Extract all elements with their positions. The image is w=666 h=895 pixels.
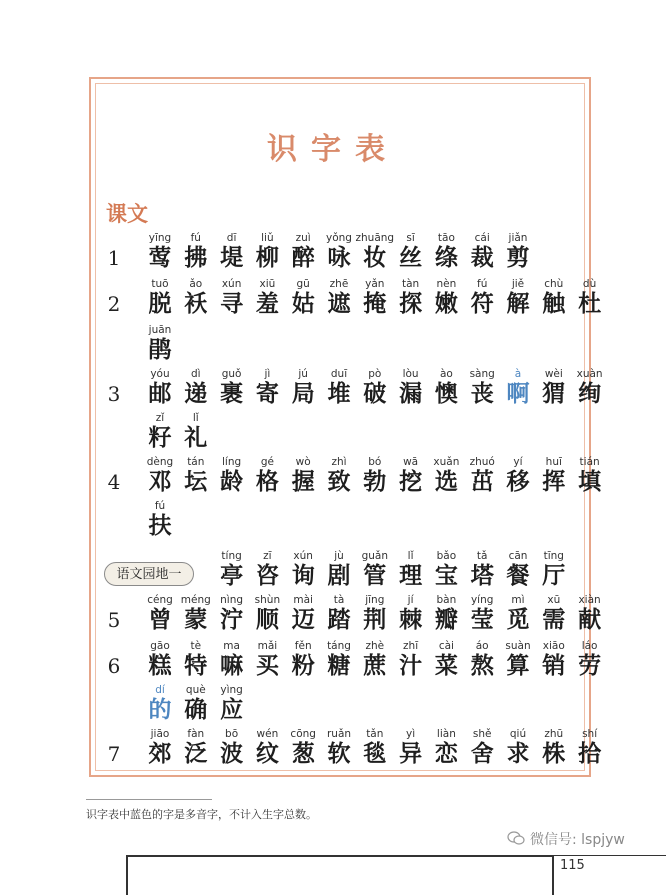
hanzi: 特: [184, 652, 208, 679]
hanzi: 杜: [578, 290, 602, 317]
pinyin: dì: [191, 368, 201, 380]
hanzi: 格: [255, 468, 279, 495]
row-number: 7: [107, 742, 121, 766]
pinyin: jí: [407, 594, 414, 606]
hanzi: 符: [470, 290, 494, 317]
hanzi: 销: [542, 652, 566, 679]
pinyin: wén: [256, 728, 279, 740]
pinyin: wā: [403, 456, 419, 468]
pinyin: gé: [260, 456, 274, 468]
pinyin: ǎo: [189, 278, 203, 290]
hanzi: 脱: [148, 290, 172, 317]
pinyin: sàng: [469, 368, 495, 380]
pinyin: jù: [334, 550, 344, 562]
pinyin: zhè: [365, 640, 385, 652]
hanzi: 懊: [434, 380, 458, 407]
hanzi: 剪: [506, 244, 530, 271]
pinyin: dù: [582, 278, 597, 290]
pinyin: dèng: [146, 456, 174, 468]
page-title: 识字表: [267, 132, 399, 167]
hanzi: 异: [399, 740, 423, 767]
pinyin: tà: [333, 594, 345, 606]
hanzi: 柳: [255, 244, 279, 271]
pinyin: zhuó: [469, 456, 495, 468]
pinyin: wò: [295, 456, 311, 468]
char-cell: [571, 456, 609, 495]
hanzi: 籽: [148, 424, 172, 451]
hanzi: 蒙: [184, 606, 208, 633]
footnote: 识字表中蓝色的字是多音字，不计入生字总数。: [86, 808, 317, 821]
hanzi: 蔗: [363, 652, 387, 679]
pinyin: wèi: [544, 368, 563, 380]
hanzi: 丝: [399, 244, 423, 271]
hanzi: 啊: [506, 380, 530, 407]
char-cell: [177, 412, 215, 451]
pinyin: méng: [180, 594, 211, 606]
footnote-rule: [86, 799, 212, 800]
hanzi: 堤: [220, 244, 244, 271]
pinyin: bō: [225, 728, 239, 740]
hanzi: 掩: [363, 290, 387, 317]
hanzi: 寻: [220, 290, 244, 317]
row-number: 4: [107, 470, 121, 494]
pinyin: duī: [330, 368, 348, 380]
pinyin: zuì: [295, 232, 311, 244]
pinyin: yì: [406, 728, 416, 740]
pinyin: xiāo: [542, 640, 565, 652]
pinyin: xū: [547, 594, 561, 606]
pinyin: qiú: [509, 728, 527, 740]
watermark-text: 微信号: lspjyw: [530, 832, 625, 848]
hanzi: 探: [399, 290, 423, 317]
pinyin: pò: [368, 368, 382, 380]
pinyin: suàn: [505, 640, 531, 652]
char-cell: [141, 324, 179, 363]
pinyin: tuō: [151, 278, 169, 290]
hanzi: 咨: [255, 562, 279, 589]
hanzi: 餐: [506, 562, 530, 589]
pinyin: lǐ: [192, 412, 199, 424]
pinyin: à: [514, 368, 522, 380]
hanzi: 劳: [578, 652, 602, 679]
hanzi: 管: [363, 562, 387, 589]
yuwen-yuandi-badge: 语文园地一: [104, 562, 194, 586]
hanzi: 解: [506, 290, 530, 317]
hanzi: 葱: [291, 740, 315, 767]
pinyin: huī: [545, 456, 562, 468]
pinyin: dí: [155, 684, 165, 696]
hanzi: 瓣: [434, 606, 458, 633]
pinyin: xuàn: [576, 368, 603, 380]
pinyin: zhū: [544, 728, 564, 740]
hanzi: 糖: [327, 652, 351, 679]
pinyin: jì: [264, 368, 271, 380]
pinyin: cài: [438, 640, 454, 652]
hanzi: 波: [220, 740, 244, 767]
hanzi: 求: [506, 740, 530, 767]
hanzi: 握: [291, 468, 315, 495]
hanzi: 邮: [148, 380, 172, 407]
pinyin: xuǎn: [433, 456, 460, 468]
hanzi: 踏: [327, 606, 351, 633]
pinyin: táng: [327, 640, 351, 652]
char-cell: [571, 640, 609, 679]
pinyin: céng: [147, 594, 173, 606]
pinyin: zī: [263, 550, 272, 562]
pinyin: yí: [513, 456, 523, 468]
hanzi: 买: [255, 652, 279, 679]
hanzi: 裁: [470, 244, 494, 271]
hanzi: 毯: [363, 740, 387, 767]
pinyin: láo: [581, 640, 598, 652]
pinyin: zǐ: [155, 412, 165, 424]
pinyin: juān: [148, 324, 172, 336]
pinyin: shí: [582, 728, 598, 740]
wechat-icon: [507, 831, 525, 845]
hanzi: 询: [291, 562, 315, 589]
pinyin: cōng: [290, 728, 316, 740]
row-number: 1: [107, 246, 121, 270]
hanzi: 曾: [148, 606, 172, 633]
pinyin: gāo: [150, 640, 170, 652]
hanzi: 软: [327, 740, 351, 767]
pinyin: shùn: [254, 594, 281, 606]
pinyin: xiàn: [578, 594, 601, 606]
char-cell: [571, 368, 609, 407]
hanzi: 拾: [578, 740, 602, 767]
hanzi: 丧: [470, 380, 494, 407]
bottom-rule: [554, 855, 666, 856]
pinyin: jú: [298, 368, 308, 380]
pinyin: mǎi: [257, 640, 278, 652]
hanzi: 粉: [291, 652, 315, 679]
hanzi: 拂: [184, 244, 208, 271]
char-cell: [141, 500, 179, 539]
pinyin: yǒng: [326, 232, 352, 244]
hanzi: 茁: [470, 468, 494, 495]
pinyin: fú: [477, 278, 488, 290]
char-cell: [499, 232, 537, 271]
pinyin: zhē: [329, 278, 349, 290]
hanzi: 的: [148, 696, 172, 723]
hanzi: 邓: [148, 468, 172, 495]
row-number: 5: [107, 608, 121, 632]
pinyin: yìng: [220, 684, 243, 696]
pinyin: tāo: [437, 232, 455, 244]
hanzi: 猬: [542, 380, 566, 407]
pinyin: tíng: [221, 550, 242, 562]
pinyin: tǎn: [366, 728, 384, 740]
char-cell: [213, 684, 251, 723]
hanzi: 泛: [184, 740, 208, 767]
pinyin: mì: [511, 594, 525, 606]
pinyin: liǔ: [261, 232, 274, 244]
hanzi: 需: [542, 606, 566, 633]
hanzi: 鹃: [148, 336, 172, 363]
hanzi: 递: [184, 380, 208, 407]
hanzi: 遮: [327, 290, 351, 317]
pinyin: mài: [293, 594, 313, 606]
hanzi: 醉: [291, 244, 315, 271]
hanzi: 挥: [542, 468, 566, 495]
hanzi: 绦: [434, 244, 458, 271]
pinyin: bǎo: [436, 550, 457, 562]
pinyin: guǒ: [221, 368, 242, 380]
pinyin: tàn: [401, 278, 420, 290]
pinyin: nèn: [436, 278, 457, 290]
row-number: 6: [107, 654, 121, 678]
hanzi: 株: [542, 740, 566, 767]
pinyin: ruǎn: [326, 728, 352, 740]
pinyin: gū: [296, 278, 310, 290]
char-cell: [535, 550, 573, 589]
pinyin: liàn: [436, 728, 456, 740]
pinyin: shě: [472, 728, 492, 740]
pinyin: zhuāng: [355, 232, 395, 244]
hanzi: 挖: [399, 468, 423, 495]
hanzi: 堆: [327, 380, 351, 407]
pinyin: xún: [221, 278, 242, 290]
hanzi: 亭: [220, 562, 244, 589]
hanzi: 献: [578, 606, 602, 633]
hanzi: 漏: [399, 380, 423, 407]
hanzi: 塔: [470, 562, 494, 589]
pinyin: dī: [226, 232, 237, 244]
hanzi: 妆: [363, 244, 387, 271]
pinyin: xún: [293, 550, 313, 562]
hanzi: 棘: [399, 606, 423, 633]
hanzi: 算: [506, 652, 530, 679]
hanzi: 姑: [291, 290, 315, 317]
pinyin: fěn: [294, 640, 312, 652]
pinyin: áo: [475, 640, 489, 652]
pinyin: què: [185, 684, 206, 696]
hanzi: 理: [399, 562, 423, 589]
hanzi: 咏: [327, 244, 351, 271]
pinyin: ma: [223, 640, 240, 652]
pinyin: jiě: [511, 278, 525, 290]
hanzi: 汁: [399, 652, 423, 679]
pinyin: tán: [187, 456, 205, 468]
pinyin: yǎn: [365, 278, 385, 290]
hanzi: 糕: [148, 652, 172, 679]
hanzi: 嘛: [220, 652, 244, 679]
pinyin: líng: [222, 456, 242, 468]
hanzi: 填: [578, 468, 602, 495]
hanzi: 厅: [542, 562, 566, 589]
hanzi: 纹: [255, 740, 279, 767]
hanzi: 坛: [184, 468, 208, 495]
section-heading: 课文: [106, 201, 148, 226]
pinyin: chù: [544, 278, 564, 290]
hanzi: 局: [291, 380, 315, 407]
hanzi: 恋: [434, 740, 458, 767]
hanzi: 袄: [184, 290, 208, 317]
hanzi: 舍: [470, 740, 494, 767]
pinyin: cái: [474, 232, 490, 244]
pinyin: lǐ: [407, 550, 414, 562]
bottom-box: [126, 855, 554, 895]
hanzi: 莺: [148, 244, 172, 271]
hanzi: 选: [434, 468, 458, 495]
hanzi: 触: [542, 290, 566, 317]
hanzi: 顺: [255, 606, 279, 633]
pinyin: tián: [579, 456, 600, 468]
char-cell: [571, 594, 609, 633]
pinyin: jiāo: [150, 728, 170, 740]
pinyin: zhì: [331, 456, 347, 468]
pinyin: ào: [439, 368, 453, 380]
hanzi: 觅: [506, 606, 530, 633]
pinyin: jīng: [365, 594, 385, 606]
hanzi: 致: [327, 468, 351, 495]
pinyin: lòu: [402, 368, 419, 380]
pinyin: jiǎn: [508, 232, 528, 244]
hanzi: 剧: [327, 562, 351, 589]
hanzi: 勃: [363, 468, 387, 495]
hanzi: 荆: [363, 606, 387, 633]
pinyin: tīng: [543, 550, 564, 562]
char-cell: [571, 728, 609, 767]
hanzi: 泞: [220, 606, 244, 633]
pinyin: sī: [406, 232, 415, 244]
hanzi: 羞: [255, 290, 279, 317]
pinyin: tè: [190, 640, 202, 652]
hanzi: 破: [363, 380, 387, 407]
row-number: 3: [107, 382, 121, 406]
pinyin: cān: [508, 550, 528, 562]
pinyin: nìng: [220, 594, 244, 606]
pinyin: yīng: [148, 232, 172, 244]
hanzi: 礼: [184, 424, 208, 451]
pinyin: bàn: [436, 594, 457, 606]
pinyin: fú: [154, 500, 166, 512]
pinyin: fàn: [187, 728, 205, 740]
pinyin: yíng: [470, 594, 494, 606]
hanzi: 裹: [220, 380, 244, 407]
hanzi: 寄: [255, 380, 279, 407]
pinyin: yóu: [150, 368, 170, 380]
char-cell: [571, 278, 609, 317]
hanzi: 扶: [148, 512, 172, 539]
page-number: 115: [560, 858, 585, 873]
hanzi: 绚: [578, 380, 602, 407]
hanzi: 应: [220, 696, 244, 723]
hanzi: 迈: [291, 606, 315, 633]
hanzi: 郊: [148, 740, 172, 767]
hanzi: 熬: [470, 652, 494, 679]
pinyin: guǎn: [361, 550, 388, 562]
hanzi: 龄: [220, 468, 244, 495]
hanzi: 嫩: [434, 290, 458, 317]
hanzi: 移: [506, 468, 530, 495]
hanzi: 宝: [434, 562, 458, 589]
row-number: 2: [107, 292, 121, 316]
hanzi: 确: [184, 696, 208, 723]
hanzi: 菜: [434, 652, 458, 679]
pinyin: xiū: [259, 278, 276, 290]
hanzi: 莹: [470, 606, 494, 633]
pinyin: bó: [368, 456, 382, 468]
pinyin: tǎ: [476, 550, 488, 562]
pinyin: zhī: [403, 640, 419, 652]
pinyin: fú: [190, 232, 201, 244]
